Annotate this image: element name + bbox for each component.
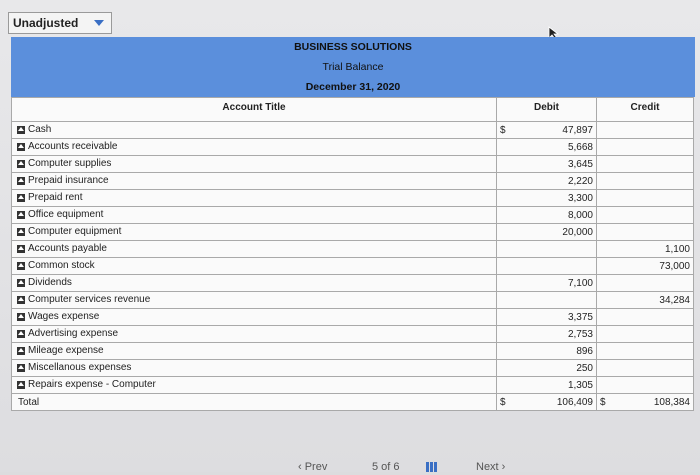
account-title-cell[interactable] (12, 241, 497, 258)
table-row (12, 156, 694, 173)
report-header (11, 37, 695, 97)
account-title-cell[interactable] (12, 139, 497, 156)
table-row (12, 173, 694, 190)
credit-symbol (597, 275, 611, 292)
account-title: Wages expense (28, 311, 100, 323)
total-debit-input[interactable]: 106,409 (513, 394, 597, 411)
debit-input[interactable]: 8,000 (513, 207, 597, 224)
debit-input[interactable] (513, 292, 597, 309)
table-row (12, 326, 694, 343)
credit-input[interactable] (611, 173, 694, 190)
column-header-account-title: Account Title (12, 98, 497, 122)
credit-symbol (597, 258, 611, 275)
dropdown-selected-label: Unadjusted (13, 16, 79, 30)
debit-symbol (497, 156, 513, 173)
total-debit-symbol: $ (497, 394, 513, 411)
credit-symbol (597, 139, 611, 156)
account-selector-icon[interactable] (17, 143, 25, 151)
account-selector-icon[interactable] (17, 228, 25, 236)
account-selector-icon[interactable] (17, 381, 25, 389)
total-label: Total (12, 394, 497, 411)
account-title-cell[interactable] (12, 258, 497, 275)
credit-symbol (597, 207, 611, 224)
credit-symbol (597, 360, 611, 377)
debit-symbol (497, 173, 513, 190)
grid-icon[interactable] (426, 462, 438, 472)
credit-input[interactable] (611, 207, 694, 224)
credit-input[interactable] (611, 360, 694, 377)
debit-input[interactable]: 20,000 (513, 224, 597, 241)
account-title: Accounts receivable (28, 141, 118, 153)
debit-input[interactable]: 250 (513, 360, 597, 377)
total-credit-input[interactable]: 108,384 (611, 394, 694, 411)
debit-symbol: $ (497, 122, 513, 139)
report-title: Trial Balance (322, 61, 384, 73)
account-title: Repairs expense - Computer (28, 379, 156, 391)
account-selector-icon[interactable] (17, 330, 25, 338)
credit-input[interactable] (611, 156, 694, 173)
debit-symbol (497, 377, 513, 394)
table-row (12, 292, 694, 309)
debit-input[interactable]: 3,375 (513, 309, 597, 326)
account-selector-icon[interactable] (17, 245, 25, 253)
debit-input[interactable]: 3,300 (513, 190, 597, 207)
credit-input[interactable]: 34,284 (611, 292, 694, 309)
credit-input[interactable] (611, 326, 694, 343)
account-title-cell[interactable] (12, 122, 497, 139)
account-title: Mileage expense (28, 345, 104, 357)
credit-symbol (597, 309, 611, 326)
column-header-credit: Credit (597, 98, 694, 122)
table-row (12, 241, 694, 258)
account-title: Computer supplies (28, 158, 112, 170)
credit-symbol (597, 122, 611, 139)
total-row (12, 394, 694, 411)
account-selector-icon[interactable] (17, 194, 25, 202)
credit-symbol (597, 292, 611, 309)
account-title: Prepaid rent (28, 192, 83, 204)
next-button[interactable]: Next › (476, 461, 506, 473)
debit-input[interactable]: 47,897 (513, 122, 597, 139)
pagination (280, 459, 540, 475)
account-title: Advertising expense (28, 328, 119, 340)
account-title: Accounts payable (28, 243, 107, 255)
credit-symbol (597, 241, 611, 258)
account-title: Miscellanous expenses (28, 362, 132, 374)
account-title-cell[interactable] (12, 275, 497, 292)
account-title: Cash (28, 124, 52, 136)
credit-input[interactable] (611, 122, 694, 139)
debit-symbol (497, 309, 513, 326)
credit-input[interactable] (611, 309, 694, 326)
account-selector-icon[interactable] (17, 313, 25, 321)
credit-input[interactable] (611, 139, 694, 156)
account-title: Computer services revenue (28, 294, 151, 306)
table-row (12, 139, 694, 156)
debit-input[interactable] (513, 258, 597, 275)
account-title: Common stock (28, 260, 95, 272)
chevron-down-icon[interactable] (94, 20, 104, 26)
table-row (12, 309, 694, 326)
debit-symbol (497, 139, 513, 156)
account-selector-icon[interactable] (17, 160, 25, 168)
trial-balance-table (11, 97, 694, 411)
debit-symbol (497, 343, 513, 360)
total-credit-symbol: $ (597, 394, 611, 411)
debit-input[interactable]: 2,220 (513, 173, 597, 190)
debit-symbol (497, 207, 513, 224)
table-row (12, 190, 694, 207)
credit-input[interactable] (611, 224, 694, 241)
credit-input[interactable] (611, 377, 694, 394)
trial-balance-type-dropdown[interactable] (8, 12, 112, 34)
debit-input[interactable]: 7,100 (513, 275, 597, 292)
account-title-cell[interactable] (12, 309, 497, 326)
account-selector-icon[interactable] (17, 296, 25, 304)
debit-symbol (497, 292, 513, 309)
column-header-debit: Debit (497, 98, 597, 122)
account-title-cell[interactable] (12, 207, 497, 224)
account-title-cell[interactable] (12, 360, 497, 377)
account-title: Dividends (28, 277, 72, 289)
credit-input[interactable] (611, 275, 694, 292)
debit-symbol (497, 224, 513, 241)
account-selector-icon[interactable] (17, 364, 25, 372)
prev-button[interactable]: ‹ Prev (298, 461, 328, 473)
table-row (12, 207, 694, 224)
debit-symbol (497, 326, 513, 343)
account-title-cell[interactable] (12, 173, 497, 190)
account-selector-icon[interactable] (17, 177, 25, 185)
debit-input[interactable]: 3,645 (513, 156, 597, 173)
credit-symbol (597, 343, 611, 360)
company-name: BUSINESS SOLUTIONS (294, 41, 412, 53)
account-selector-icon[interactable] (17, 126, 25, 134)
report-date: December 31, 2020 (305, 81, 401, 93)
debit-input[interactable]: 896 (513, 343, 597, 360)
account-title: Prepaid insurance (28, 175, 109, 187)
account-title-cell[interactable] (12, 343, 497, 360)
credit-input[interactable] (611, 190, 694, 207)
account-title: Office equipment (28, 209, 104, 221)
account-title-cell[interactable] (12, 377, 497, 394)
table-row (12, 258, 694, 275)
credit-symbol (597, 224, 611, 241)
credit-symbol (597, 326, 611, 343)
account-title-cell[interactable] (12, 326, 497, 343)
debit-input[interactable]: 2,753 (513, 326, 597, 343)
credit-symbol (597, 190, 611, 207)
credit-symbol (597, 173, 611, 190)
table-row (12, 122, 694, 139)
table-row (12, 360, 694, 377)
debit-symbol (497, 258, 513, 275)
page-indicator: 5 of 6 (372, 461, 400, 473)
credit-input[interactable]: 73,000 (611, 258, 694, 275)
debit-input[interactable]: 5,668 (513, 139, 597, 156)
debit-input[interactable] (513, 241, 597, 258)
credit-symbol (597, 156, 611, 173)
account-title-cell[interactable] (12, 224, 497, 241)
account-title: Computer equipment (28, 226, 122, 238)
account-title-cell[interactable] (12, 292, 497, 309)
debit-symbol (497, 360, 513, 377)
debit-symbol (497, 241, 513, 258)
account-selector-icon[interactable] (17, 211, 25, 219)
credit-symbol (597, 377, 611, 394)
credit-input[interactable] (611, 343, 694, 360)
debit-symbol (497, 275, 513, 292)
table-row (12, 377, 694, 394)
account-selector-icon[interactable] (17, 279, 25, 287)
table-row (12, 343, 694, 360)
account-selector-icon[interactable] (17, 347, 25, 355)
account-title-cell[interactable] (12, 156, 497, 173)
debit-input[interactable]: 1,305 (513, 377, 597, 394)
table-row (12, 224, 694, 241)
account-selector-icon[interactable] (17, 262, 25, 270)
debit-symbol (497, 190, 513, 207)
account-title-cell[interactable] (12, 190, 497, 207)
credit-input[interactable]: 1,100 (611, 241, 694, 258)
table-row (12, 275, 694, 292)
